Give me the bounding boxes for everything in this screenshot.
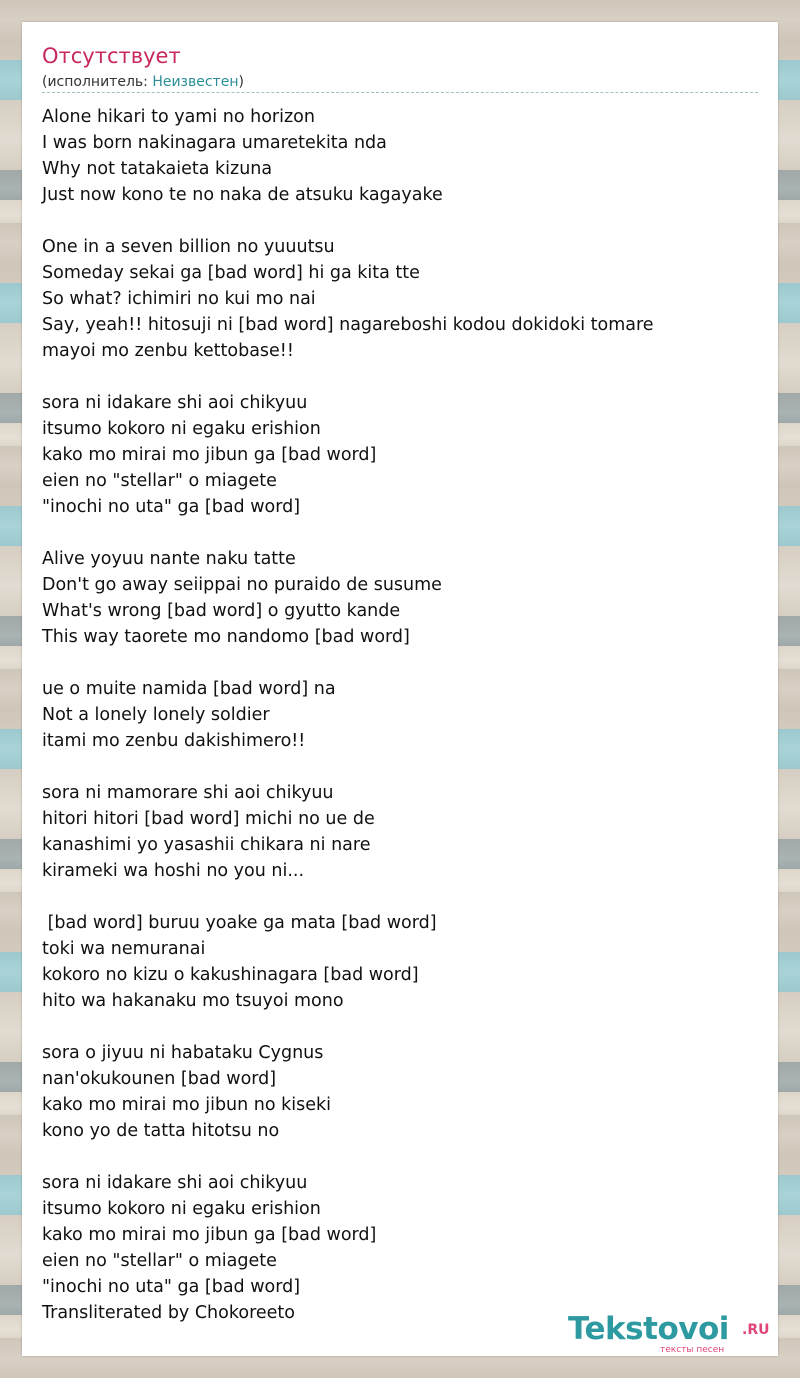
title-divider [42,92,758,93]
lyric-line: kono yo de tatta hitotsu no [42,1121,280,1141]
lyric-line: This way taorete mo nandomo [bad word] [42,627,410,647]
lyric-line: hito wa hakanaku mo tsuyoi mono [42,991,344,1011]
lyric-line: Say, yeah!! hitosuji ni [bad word] nagareboshi kodou dokidoki tomare [42,315,654,335]
lyric-line: itami mo zenbu dakishimero!! [42,731,306,751]
lyric-line [42,208,758,234]
lyric-line [42,754,758,780]
lyric-line: itsumo kokoro ni egaku erishion [42,419,321,439]
lyric-line [42,520,758,546]
lyric-line: [bad word] buruu yoake ga mata [bad word] [42,913,437,933]
lyric-line: eien no "stellar" o miagete [42,471,277,491]
lyric-line: kirameki wa hoshi no you ni... [42,861,305,881]
lyric-line: eien no "stellar" o miagete [42,1251,277,1271]
lyric-line: Someday sekai ga [bad word] hi ga kita tte [42,263,420,283]
lyric-line: sora ni mamorare shi aoi chikyuu [42,783,334,803]
lyric-line: So what? ichimiri no kui mo nai [42,289,316,309]
lyric-line: Transliterated by Chokoreeto [42,1303,295,1323]
lyric-line: mayoi mo zenbu kettobase!! [42,341,294,361]
artist-prefix: (исполнитель: [42,74,153,90]
lyric-line: Not a lonely lonely soldier [42,705,270,725]
lyric-line: sora ni idakare shi aoi chikyuu [42,393,308,413]
logo-wordmark: Tekstovoi [568,1311,729,1347]
lyric-line: Why not tatakaieta kizuna [42,159,273,179]
lyric-line: kanashimi yo yasashii chikara ni nare [42,835,371,855]
lyric-line: kako mo mirai mo jibun ga [bad word] [42,1225,377,1245]
artist-link[interactable]: Неизвестен [152,74,239,90]
lyric-line [42,650,758,676]
lyric-line: kako mo mirai mo jibun no kiseki [42,1095,332,1115]
site-logo[interactable] [568,1311,774,1355]
lyric-line: sora o jiyuu ni habataku Cygnus [42,1043,324,1063]
lyric-line: What's wrong [bad word] o gyutto kande [42,601,401,621]
artist-suffix: ) [238,74,244,90]
lyric-line: "inochi no uta" ga [bad word] [42,497,301,517]
lyric-line: One in a seven billion no yuuutsu [42,237,335,257]
lyric-line [42,364,758,390]
lyric-line: Just now kono te no naka de atsuku kagayake [42,185,443,205]
lyric-line: itsumo kokoro ni egaku erishion [42,1199,321,1219]
lyrics-card [22,22,778,1356]
logo-tagline: тексты песен [660,1345,725,1355]
lyric-line: Don't go away seiippai no puraido de susume [42,575,442,595]
lyric-line: toki wa nemuranai [42,939,206,959]
lyric-line: kako mo mirai mo jibun ga [bad word] [42,445,377,465]
lyric-line: I was born nakinagara umaretekita nda [42,133,387,153]
logo-tld: .RU [742,1322,770,1338]
lyric-line: nan'okukounen [bad word] [42,1069,277,1089]
lyric-line: Alive yoyuu nante naku tatte [42,549,296,569]
lyric-line: kokoro no kizu o kakushinagara [bad word] [42,965,419,985]
lyric-line: ue o muite namida [bad word] na [42,679,336,699]
lyric-line: hitori hitori [bad word] michi no ue de [42,809,375,829]
lyric-line [42,884,758,910]
song-title: Отсутствует [42,44,181,68]
artist-line [42,72,244,92]
lyric-line: sora ni idakare shi aoi chikyuu [42,1173,308,1193]
lyric-line: "inochi no uta" ga [bad word] [42,1277,301,1297]
lyric-line: Alone hikari to yami no horizon [42,107,315,127]
lyrics-text [42,104,758,1326]
lyric-line [42,1144,758,1170]
lyric-line [42,1014,758,1040]
